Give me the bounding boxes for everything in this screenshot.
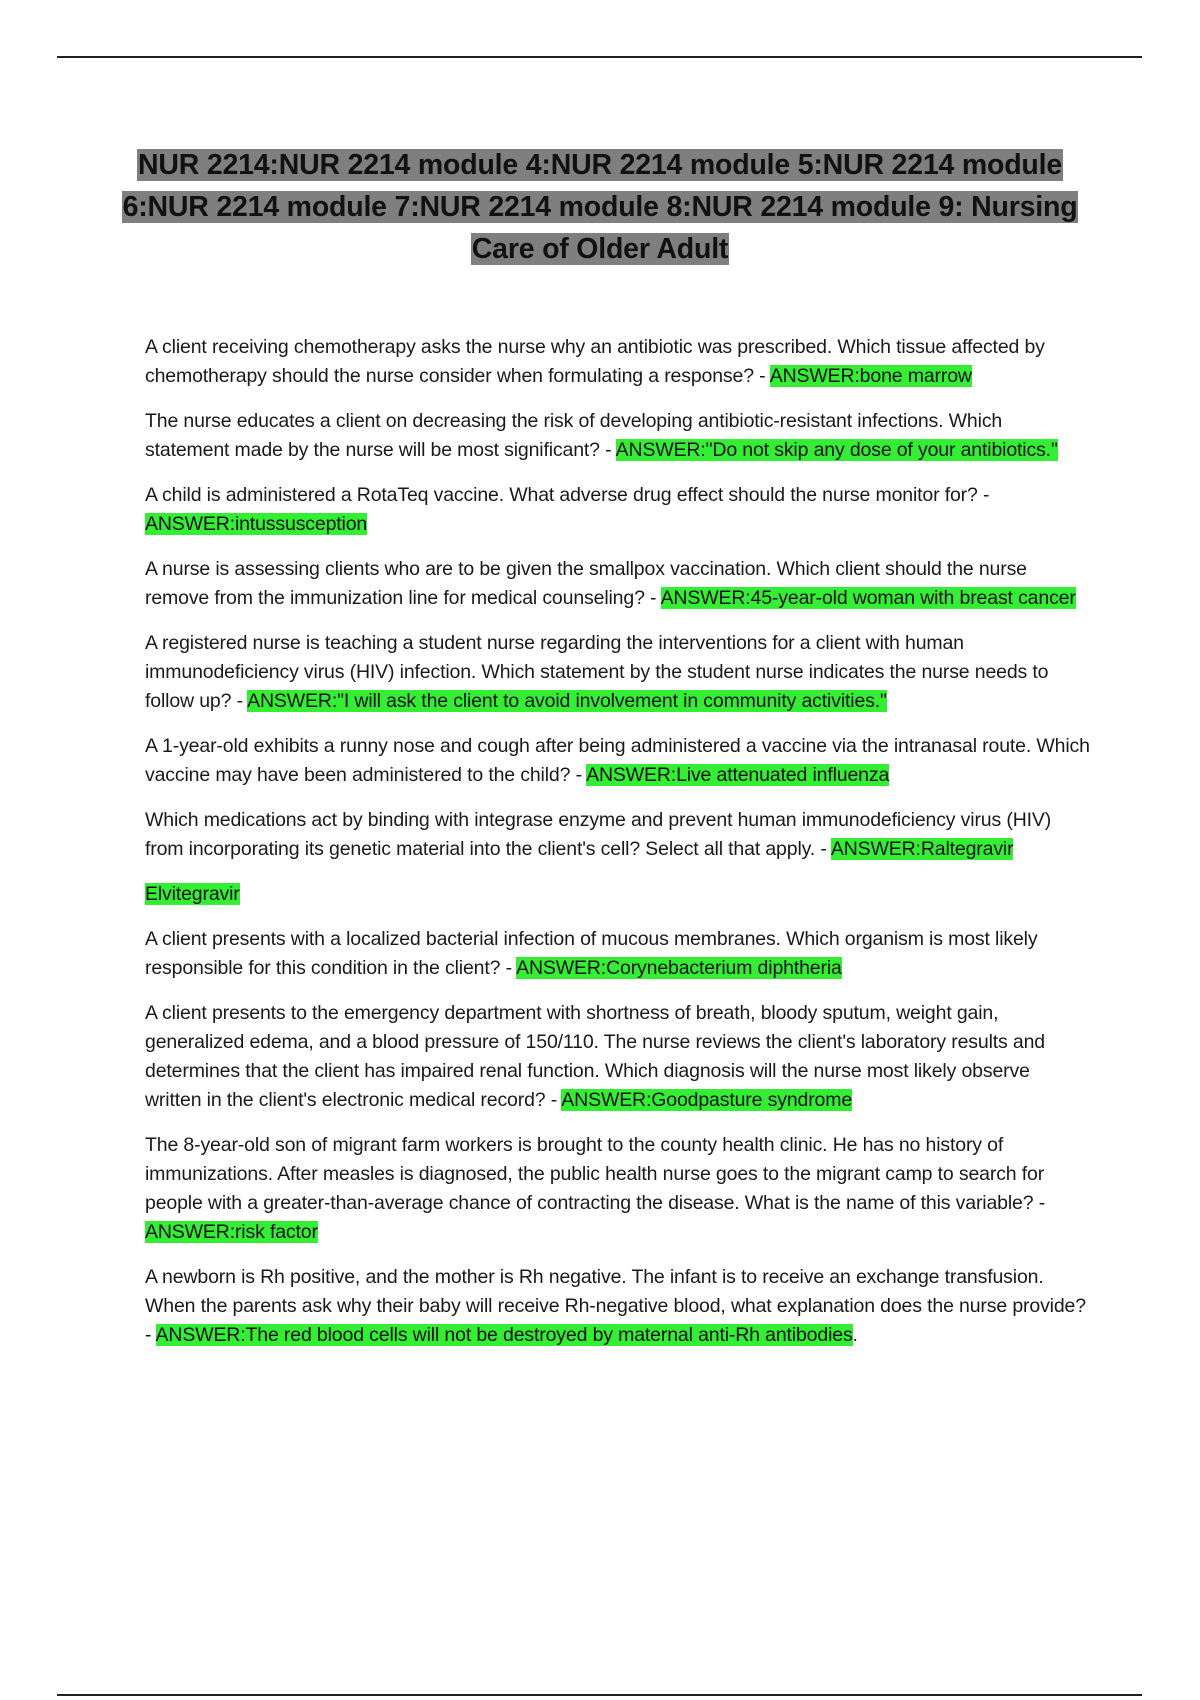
qa-item-7 bbox=[145, 806, 1091, 864]
answer-highlight: ANSWER:Goodpasture syndrome bbox=[561, 1089, 853, 1111]
question-text: A client presents with a localized bacterial infection of mucous membranes. Which organism is most likely responsible for this condition in the client? - bbox=[145, 928, 1038, 979]
answer-highlight: ANSWER:intussusception bbox=[145, 513, 368, 535]
qa-item-12 bbox=[145, 1263, 1091, 1350]
top-rule bbox=[57, 56, 1142, 58]
answer-highlight: ANSWER:Raltegravir bbox=[830, 838, 1014, 860]
bottom-rule bbox=[57, 1694, 1142, 1696]
answer-highlight: ANSWER:bone marrow bbox=[769, 365, 972, 387]
question-text: A registered nurse is teaching a student nurse regarding the interventions for a client with human immunodeficiency virus (HIV) infection. Which statement by the student nurse indicates the nurse needs to follow up? - bbox=[145, 632, 1049, 712]
qa-item-6 bbox=[145, 732, 1091, 790]
question-text: A client receiving chemotherapy asks the nurse why an antibiotic was prescribed. Which tissue affected by chemotherapy should the nurse consider when formulating a response? - bbox=[145, 336, 1045, 387]
qa-item-3 bbox=[145, 481, 1091, 539]
answer-trailing: . bbox=[852, 1324, 858, 1346]
answer-highlight: ANSWER:45-year-old woman with breast cancer bbox=[660, 587, 1076, 609]
question-text: A child is administered a RotaTeq vaccine. What adverse drug effect should the nurse monitor for? - bbox=[145, 484, 990, 506]
answer-highlight: ANSWER:Corynebacterium diphtheria bbox=[516, 957, 842, 979]
question-text: The 8-year-old son of migrant farm workers is brought to the county health clinic. He has no history of immunizations. After measles is diagnosed, the public health nurse goes to the migrant camp to search for people with a greater-than-average chance of contracting the disease. What is the name of this variable? - bbox=[145, 1134, 1046, 1214]
qa-item-8 bbox=[145, 880, 1091, 909]
document-title-text: NUR 2214:NUR 2214 module 4:NUR 2214 module 5:NUR 2214 module 6:NUR 2214 module 7:NUR 2214 module 8:NUR 2214 module 9: Nursing Care of Older Adult bbox=[122, 149, 1078, 265]
answer-highlight: ANSWER:"Do not skip any dose of your antibiotics." bbox=[615, 439, 1058, 461]
qa-item-5 bbox=[145, 629, 1091, 716]
answer-highlight: ANSWER:The red blood cells will not be destroyed by maternal anti-Rh antibodies bbox=[155, 1324, 853, 1346]
answer-highlight: ANSWER:risk factor bbox=[145, 1221, 318, 1243]
question-text: A 1-year-old exhibits a runny nose and cough after being administered a vaccine via the intranasal route. Which vaccine may have been administered to the child? - bbox=[145, 735, 1090, 786]
question-text: A nurse is assessing clients who are to be given the smallpox vaccination. Which client should the nurse remove from the immunization line for medical counseling? - bbox=[145, 558, 1027, 609]
qa-item-1 bbox=[145, 333, 1091, 391]
answer-highlight: Elvitegravir bbox=[145, 883, 240, 905]
question-text: A client presents to the emergency department with shortness of breath, bloody sputum, weight gain, generalized edema, and a blood pressure of 150/110. The nurse reviews the client's laboratory results and determines that the client has impaired renal function. Which diagnosis will the nurse most likely observe written in the client's electronic medical record? - bbox=[145, 1002, 1045, 1111]
qa-item-4 bbox=[145, 555, 1091, 613]
answer-highlight: ANSWER:Live attenuated influenza bbox=[586, 764, 890, 786]
question-text: A newborn is Rh positive, and the mother is Rh negative. The infant is to receive an exchange transfusion. When the parents ask why their baby will receive Rh-negative blood, what explanation does the nurse provide? - bbox=[145, 1266, 1086, 1346]
qa-item-10 bbox=[145, 999, 1091, 1115]
document-title bbox=[100, 144, 1100, 270]
qa-item-2 bbox=[145, 407, 1091, 465]
qa-item-11 bbox=[145, 1131, 1091, 1247]
answer-highlight: ANSWER:"I will ask the client to avoid involvement in community activities." bbox=[247, 690, 887, 712]
question-text: The nurse educates a client on decreasing the risk of developing antibiotic-resistant infections. Which statement made by the nurse will be most significant? - bbox=[145, 410, 1003, 461]
qa-item-9 bbox=[145, 925, 1091, 983]
qa-list bbox=[145, 333, 1091, 1366]
question-text: Which medications act by binding with integrase enzyme and prevent human immunodeficiency virus (HIV) from incorporating its genetic material into the client's cell? Select all that apply. - bbox=[145, 809, 1052, 860]
